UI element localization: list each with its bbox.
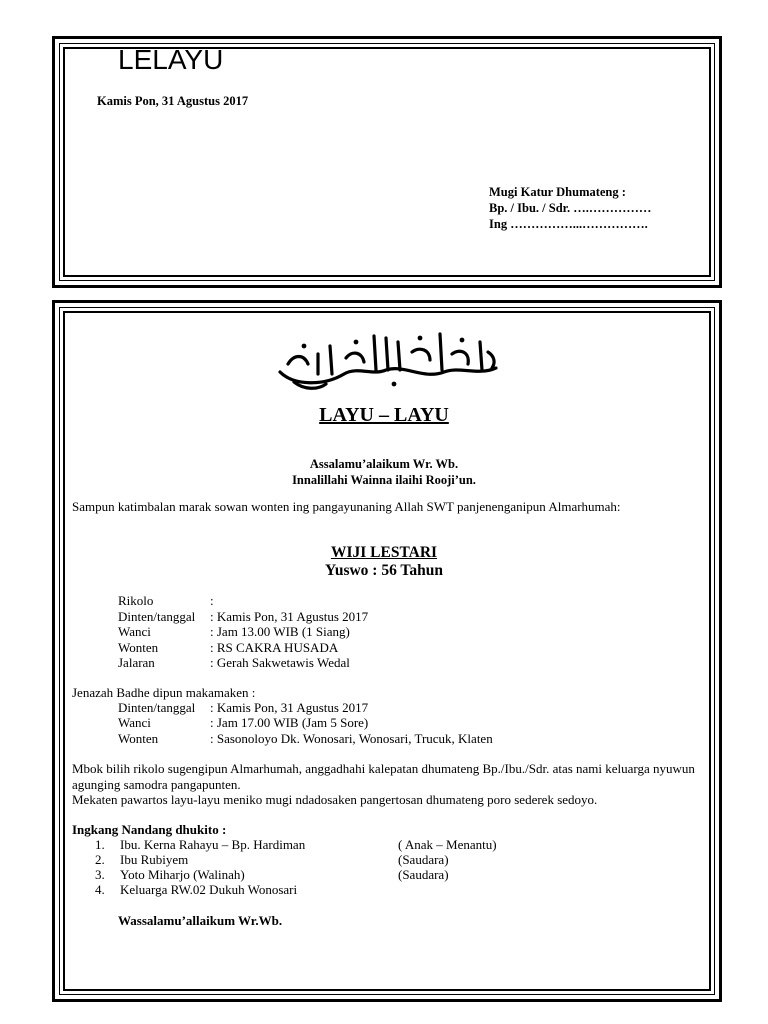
letter-title: LAYU – LAYU [319, 404, 449, 426]
burial-label: Dinten/tanggal [118, 700, 196, 715]
detail-label: Jalaran [118, 655, 155, 670]
deceased-name: WIJI LESTARI [330, 544, 438, 561]
intro-paragraph: Sampun katimbalan marak sowan wonten ing pangayunaning Allah SWT panjenenganipun Almarhumah: [72, 499, 621, 514]
mourner-name: Ibu. Kerna Rahayu – Bp. Hardiman [120, 837, 306, 852]
mourner-relation: (Saudara) [398, 852, 449, 867]
detail-label: Wanci [118, 624, 151, 639]
mourner-relation: ( Anak – Menantu) [398, 837, 497, 852]
address-line: Ing ……………...……………. [489, 217, 648, 231]
envelope-title: LELAYU [118, 44, 224, 75]
burial-value: : Jam 17.00 WIB (Jam 5 Sore) [210, 715, 369, 730]
greeting-block [0, 456, 768, 488]
detail-value: : Gerah Sakwetawis Wedal [210, 655, 350, 670]
mourner-number: 2. [95, 852, 105, 867]
address-block [489, 184, 651, 232]
detail-label: Rikolo [118, 593, 154, 608]
mourner-number: 1. [95, 837, 105, 852]
mourner-number: 3. [95, 867, 105, 882]
mourner-name: Yoto Miharjo (Walinah) [120, 867, 245, 882]
burial-heading: Jenazah Badhe dipun makamaken : [72, 685, 256, 700]
mourner-relation: (Saudara) [398, 867, 449, 882]
basmala-calligraphy [274, 324, 502, 396]
burial-label: Wonten [118, 731, 159, 746]
mourners-heading: Ingkang Nandang dhukito : [72, 822, 227, 837]
envelope-date: Kamis Pon, 31 Agustus 2017 [97, 94, 249, 108]
detail-value: : Jam 13.00 WIB (1 Siang) [210, 624, 350, 639]
burial-value: : Kamis Pon, 31 Agustus 2017 [210, 700, 369, 715]
burial-value: : Sasonoloyo Dk. Wonosari, Wonosari, Trucuk, Klaten [210, 731, 493, 746]
greeting-line: Assalamu’alaikum Wr. Wb. [309, 457, 459, 471]
mourner-number: 4. [95, 882, 105, 897]
address-line: Bp. / Ibu. / Sdr. ….…………… [489, 201, 652, 215]
mourner-name: Keluarga RW.02 Dukuh Wonosari [120, 882, 298, 897]
detail-label: Wonten [118, 640, 159, 655]
burial-label: Wanci [118, 715, 151, 730]
deceased-age: Yuswo : 56 Tahun [325, 562, 443, 579]
detail-value: : Kamis Pon, 31 Agustus 2017 [210, 609, 369, 624]
greeting-line: Innalillahi Wainna ilaihi Rooji’un. [292, 473, 476, 487]
detail-label: Dinten/tanggal [118, 609, 196, 624]
request-paragraph: Mbok bilih rikolo sugengipun Almarhumah, anggadhahi kalepatan dhumateng Bp./Ibu./Sdr. atas nami keluarga nyuwun agunging samodra pangapunten. [72, 761, 695, 792]
mourner-name: Ibu Rubiyem [120, 852, 189, 867]
closing-line: Mekaten pawartos layu-layu meniko mugi ndadosaken pangertosan dhumateng poro sederek sedoyo. [72, 792, 598, 807]
detail-value: : [210, 593, 214, 608]
farewell: Wassalamu’allaikum Wr.Wb. [118, 913, 283, 928]
detail-value: : RS CAKRA HUSADA [210, 640, 339, 655]
address-line: Mugi Katur Dhumateng : [489, 185, 626, 199]
